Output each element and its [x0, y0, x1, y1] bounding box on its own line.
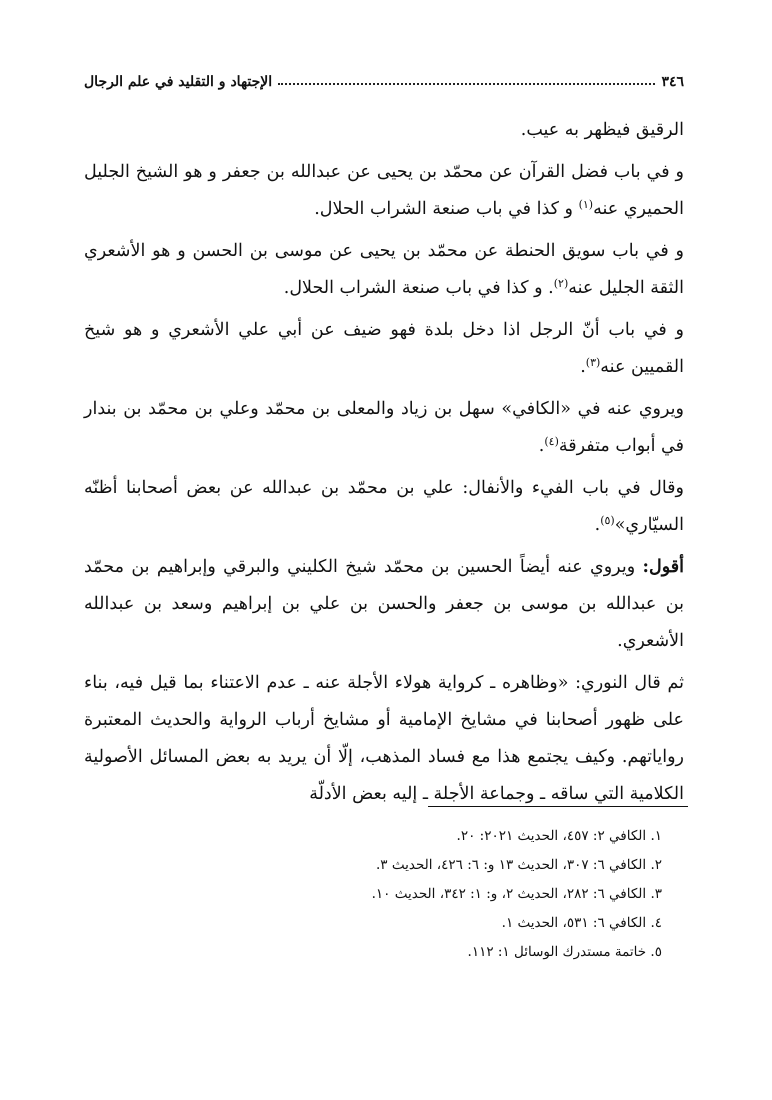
paragraph	[84, 391, 684, 465]
paragraph	[84, 154, 684, 228]
footnote-marker[interactable]: (١)	[578, 198, 594, 211]
paragraph-text: الرقيق فيظهر به عيب.	[520, 120, 684, 140]
footnote-marker[interactable]: (٣)	[585, 356, 601, 369]
running-header	[84, 66, 684, 90]
paragraph	[84, 665, 684, 813]
paragraph-text: . و كذا في باب صنعة الشراب الحلال.	[283, 278, 554, 298]
footnote-marker[interactable]: (٥)	[600, 514, 615, 527]
footnote: ٤. الكافي ٦: ٥٣١، الحديث ١.	[501, 915, 662, 931]
footnote: ١. الكافي ٢: ٤٥٧، الحديث ٢٠٢١: ٢٠.	[456, 828, 662, 844]
paragraph-text: ويروي عنه في «الكافي» سهل بن زياد والمعلى بن محمّد وعلي بن محمّد بن بندار في أبواب متفرقة	[84, 399, 684, 456]
paragraph-text: و في باب فضل القرآن عن محمّد بن يحيى عن عبدالله بن جعفر و هو الشيخ الجليل الحميري عنه	[84, 162, 684, 219]
footnote: ٥. خاتمة مستدرك الوسائل ١: ١١٢.	[467, 944, 662, 960]
footnote: ٣. الكافي ٦: ٢٨٢، الحديث ٢، و: ١: ٣٤٢، الحديث ١٠.	[371, 886, 662, 902]
paragraph-text: و في باب سويق الحنطة عن محمّد بن يحيى عن موسى بن الحسن و هو الأشعري الثقة الجليل عنه	[84, 241, 684, 298]
paragraph-continuation	[84, 112, 684, 149]
paragraph-text: .	[580, 357, 586, 377]
paragraph-text: و في باب أنّ الرجل اذا دخل بلدة فهو ضيف عن أبي علي الأشعري و هو شيخ القميين عنه	[84, 320, 684, 377]
page-number: ٣٤٦	[661, 74, 684, 90]
paragraph	[84, 549, 684, 660]
paragraph-text: وقال في باب الفيء والأنفال: علي بن محمّد بن عبدالله عن بعض أصحابنا أظنّه السيّاري»	[84, 478, 684, 535]
footnote-marker[interactable]: (٤)	[544, 435, 559, 448]
paragraph-text: .	[538, 436, 545, 456]
paragraph-text: ثم قال النوري: «وظاهره ـ كرواية هولاء الأجلة عنه ـ عدم الاعتناء بما قيل فيه، بناء على ظهور أصحابنا في مشايخ الإمامية أو مشايخ أرباب الرواية والحديث المعتبرة رواياتهم. وكيف يجتمع هذا مع فساد المذهب، إلّا أن يريد به بعض المسائل الأصولية الكلامية التي ساقه ـ وجماعة الأجلة ـ إليه بعض الأدلّة	[84, 673, 684, 804]
paragraph	[84, 312, 684, 386]
paragraph-text: .	[594, 515, 601, 535]
paragraph	[84, 233, 684, 307]
paragraph-text: ويروي عنه أيضاً الحسين بن محمّد شيخ الكليني والبرقي وإبراهيم بن محمّد بن عبدالله بن موسى بن جعفر والحسن بن علي بن إبراهيم وسعد بن عبدالله الأشعري.	[84, 557, 684, 651]
body-text	[84, 112, 684, 818]
paragraph-text: و كذا في باب صنعة الشراب الحلال.	[314, 199, 579, 219]
footnotes	[84, 822, 684, 967]
footnote-divider	[428, 806, 688, 807]
footnote: ٢. الكافي ٦: ٣٠٧، الحديث ١٣ و: ٦: ٤٢٦، الحديث ٣.	[375, 857, 662, 873]
footnote-marker[interactable]: (٢)	[553, 277, 569, 290]
paragraph	[84, 470, 684, 544]
running-title: الإجتهاد و التقليد في علم الرجال	[84, 74, 273, 90]
paragraph-lead-word: أقول:	[642, 557, 684, 577]
header-dot-leader	[278, 83, 655, 85]
